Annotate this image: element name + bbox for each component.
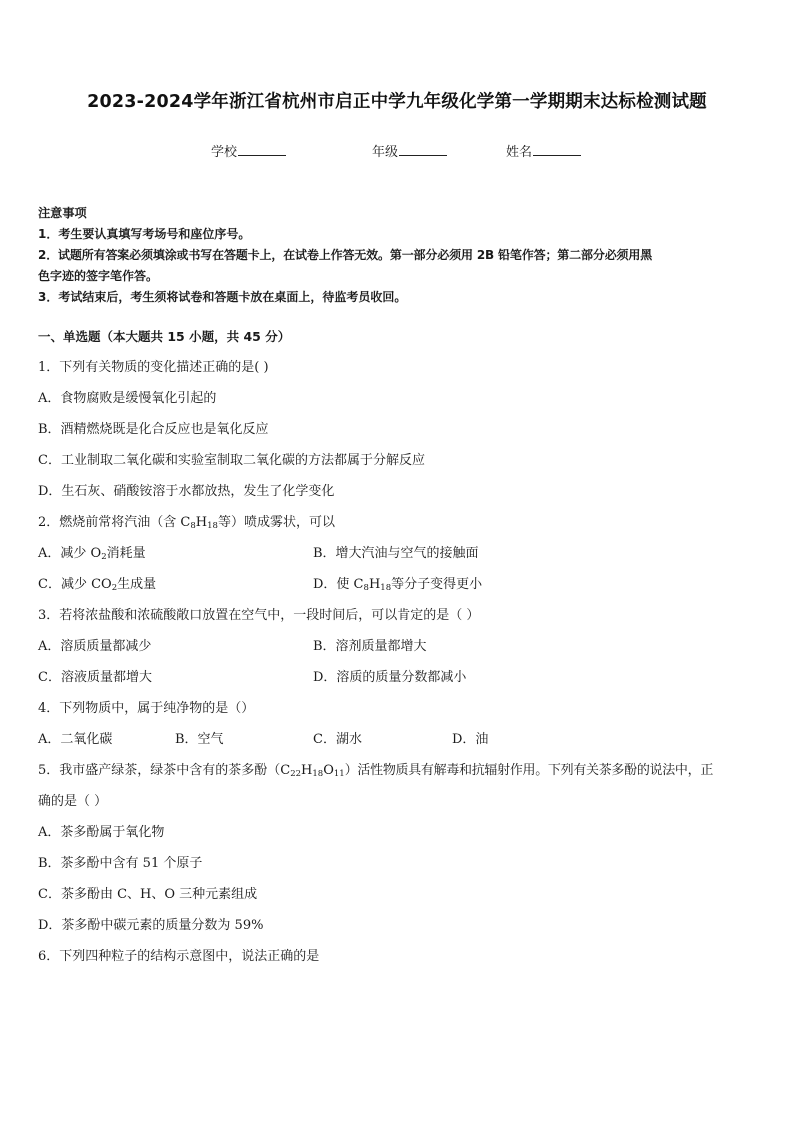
question-1-stem: 1．下列有关物质的变化描述正确的是( ) [38, 360, 269, 375]
question-6-stem: 6．下列四种粒子的结构示意图中，说法正确的是 [38, 949, 320, 964]
grade-blank[interactable] [399, 144, 447, 156]
question-2-option-d[interactable] [313, 573, 482, 592]
q2-d-post: 等分子变得更小 [391, 577, 483, 592]
notice-block [38, 203, 760, 308]
question-5-stem [38, 759, 713, 778]
question-3-option-b[interactable]: B．溶剂质量都增大 [313, 639, 427, 654]
name-field [506, 141, 581, 160]
grade-field [372, 141, 447, 160]
q2-stem-sub1: 8 [190, 521, 196, 531]
q5-stem-post: ）活性物质具有解毒和抗辐射作用。下列有关茶多酚的说法中，正 [344, 763, 714, 778]
q2-d-sub1: 8 [363, 583, 369, 593]
question-5-option-b[interactable]: B．茶多酚中含有 51 个原子 [38, 856, 203, 871]
question-1-option-b[interactable]: B．酒精燃烧既是化合反应也是氧化反应 [38, 422, 269, 437]
q2-a-pre: A．减少 O [38, 546, 102, 561]
q2-stem-post: 等）喷成雾状，可以 [217, 515, 335, 530]
exam-title: 2023-2024学年浙江省杭州市启正中学九年级化学第一学期期末达标检测试题 [87, 92, 707, 112]
school-blank[interactable] [238, 144, 286, 156]
school-field [211, 141, 286, 160]
q2-c-sub: 2 [111, 583, 118, 593]
question-2-stem [38, 511, 335, 530]
question-4-option-a[interactable]: A．二氧化碳 [38, 732, 113, 747]
q2-a-post: 消耗量 [106, 546, 146, 561]
q2-stem-mid: H [195, 515, 208, 530]
q2-d-pre: D．使 C [313, 577, 364, 592]
question-3-option-d[interactable]: D．溶质的质量分数都减小 [313, 670, 467, 685]
question-3-option-a[interactable]: A．溶质质量都减少 [38, 639, 152, 654]
q2-c-post: 生成量 [117, 577, 157, 592]
q5-stem-sub2: 18 [312, 769, 324, 779]
notice-item: 2．试题所有答案必须填涂或书写在答题卡上，在试卷上作答无效。第一部分必须用 2B 铅笔作答；第二部分必须用黑 [38, 248, 653, 262]
q2-c-pre: C．减少 CO [38, 577, 112, 592]
q5-stem-mid2: O [323, 763, 334, 778]
q2-stem-sub2: 18 [207, 521, 218, 531]
notice-item: 色字迹的签字笔作答。 [38, 269, 159, 283]
question-4-stem: 4．下列物质中，属于纯净物的是（） [38, 701, 255, 716]
question-2-option-c[interactable] [38, 573, 156, 592]
q5-stem-mid1: H [301, 763, 313, 778]
name-label: 姓名 [506, 145, 533, 160]
question-4-option-c[interactable]: C．湖水 [313, 732, 362, 747]
notice-item: 1．考生要认真填写考场号和座位序号。 [38, 227, 251, 241]
q5-stem-pre: 5．我市盛产绿茶，绿茶中含有的茶多酚（C [38, 763, 291, 778]
q2-d-sub2: 18 [380, 583, 392, 593]
notice-heading: 注意事项 [38, 206, 87, 220]
school-label: 学校 [211, 145, 238, 160]
question-5-option-c[interactable]: C．茶多酚由 C、H、O 三种元素组成 [38, 887, 258, 902]
question-2-option-b[interactable]: B．增大汽油与空气的接触面 [313, 546, 479, 561]
question-3-option-c[interactable]: C．溶液质量都增大 [38, 670, 152, 685]
question-5-stem-line2: 确的是（ ） [38, 794, 108, 809]
q5-stem-sub1: 22 [290, 769, 302, 779]
notice-item: 3．考试结束后，考生须将试卷和答题卡放在桌面上，待监考员收回。 [38, 290, 407, 304]
question-4-option-d[interactable]: D．油 [452, 732, 489, 747]
section-heading: 一、单选题（本大题共 15 小题，共 45 分） [38, 329, 291, 344]
name-blank[interactable] [533, 144, 581, 156]
question-1-option-d[interactable]: D．生石灰、硝酸铵溶于水都放热，发生了化学变化 [38, 484, 335, 499]
q5-stem-sub3: 11 [333, 769, 345, 779]
question-3-stem: 3．若将浓盐酸和浓硫酸敞口放置在空气中，一段时间后，可以肯定的是（ ） [38, 608, 480, 623]
question-1-option-a[interactable]: A．食物腐败是缓慢氧化引起的 [38, 391, 217, 406]
grade-label: 年级 [372, 145, 399, 160]
question-5-option-a[interactable]: A．茶多酚属于氧化物 [38, 825, 165, 840]
q2-d-mid: H [368, 577, 381, 592]
question-1-option-c[interactable]: C．工业制取二氧化碳和实验室制取二氧化碳的方法都属于分解反应 [38, 453, 425, 468]
q2-stem-pre: 2．燃烧前常将汽油（含 C [38, 515, 191, 530]
q2-a-sub: 2 [101, 552, 107, 562]
question-2-option-a[interactable] [38, 542, 146, 561]
question-5-option-d[interactable]: D．茶多酚中碳元素的质量分数为 59% [38, 918, 264, 933]
question-4-option-b[interactable]: B．空气 [175, 732, 224, 747]
